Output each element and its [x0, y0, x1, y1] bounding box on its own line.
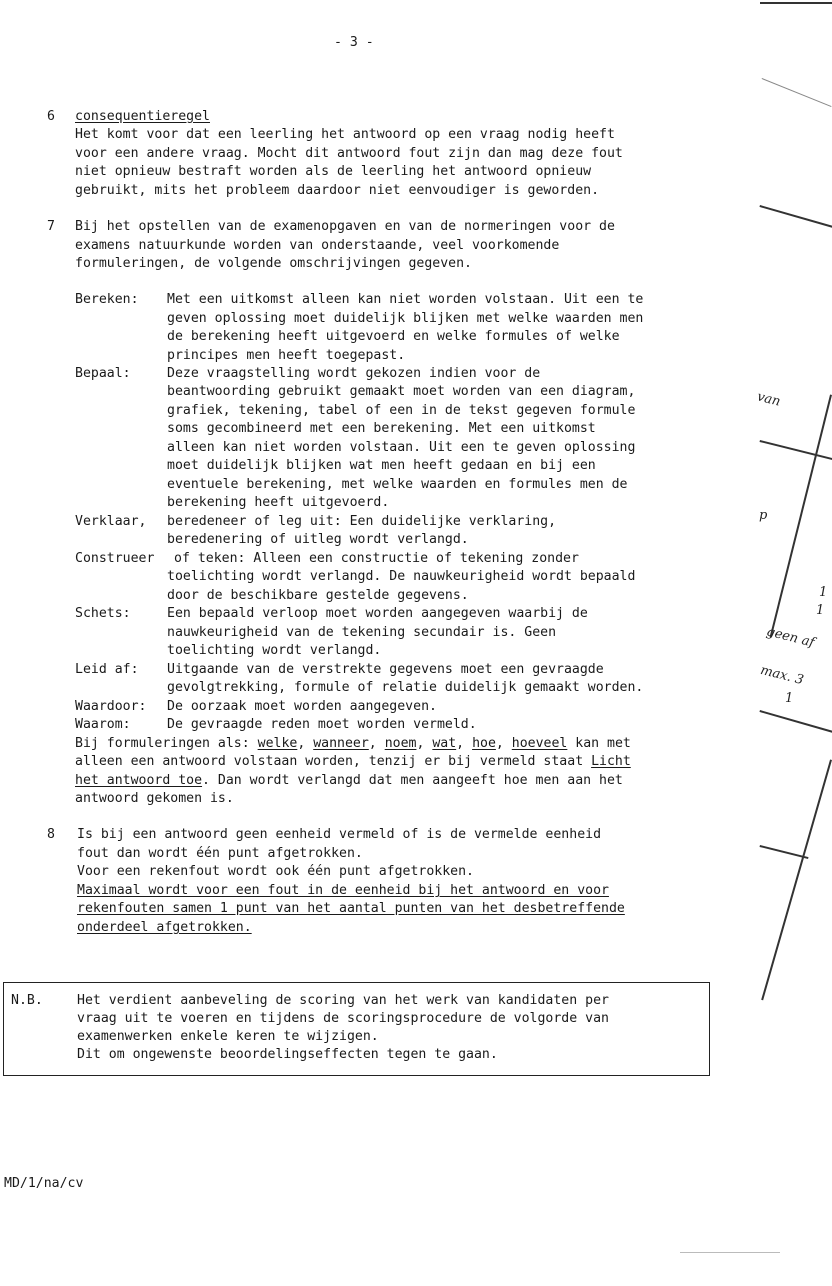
edge-fragment: 1: [785, 691, 794, 706]
edge-fragment: 1: [819, 585, 828, 600]
definition-line: berekening heeft uitgevoerd.: [167, 495, 390, 510]
definition-term: Schets:: [75, 606, 131, 621]
definition-line: principes men heeft toegepast.: [167, 348, 406, 363]
section-number: 7: [47, 219, 55, 234]
definition-line: door de beschikbare gestelde gegevens.: [167, 588, 469, 603]
keyword-hoeveel: hoeveel: [511, 736, 568, 751]
page-number: - 3 -: [334, 35, 374, 50]
edge-rule: [762, 78, 832, 107]
paragraph-line: examens natuurkunde worden van onderstaande, veel voorkomende: [75, 238, 560, 253]
paragraph-line: niet opnieuw bestraft worden als de leerling het antwoord opnieuw: [75, 164, 592, 179]
note-line: Dit om ongewenste beoordelingseffecten tegen te gaan.: [77, 1047, 498, 1062]
phrase-het-antwoord-toe: het antwoord toe: [75, 773, 203, 788]
definition-line: soms gecombineerd met een berekening. Met een uitkomst: [167, 421, 596, 436]
paragraph-line: formuleringen, de volgende omschrijvingen gegeven.: [75, 256, 472, 271]
underlined-line: Maximaal wordt voor een fout in de eenheid bij het antwoord en voor: [77, 883, 609, 898]
underlined-line: rekenfouten samen 1 punt van het aantal punten van het desbetreffende: [77, 901, 625, 916]
section-title: consequentieregel: [75, 109, 210, 124]
definition-line: toelichting wordt verlangd. De nauwkeurigheid wordt bepaald: [167, 569, 636, 584]
definition-line: moet duidelijk blijken wat men heeft gedaan en bij een: [167, 458, 596, 473]
definition-line: geven oplossing moet duidelijk blijken met welke waarden men: [167, 311, 644, 326]
definition-term: Bepaal:: [75, 366, 131, 381]
paragraph-line: gebruikt, mits het probleem daardoor niet eenvoudiger is geworden.: [75, 183, 600, 198]
edge-fragment: geen af: [764, 624, 816, 651]
edge-rule: [760, 845, 809, 859]
paragraph-line: Voor een rekenfout wordt ook één punt afgetrokken.: [77, 864, 474, 879]
edge-rule: [770, 395, 832, 638]
definition-line: Met een uitkomst alleen kan niet worden volstaan. Uit een te: [167, 292, 644, 307]
edge-fragment: 1: [816, 603, 825, 618]
edge-fragment: van: [755, 389, 782, 410]
keyword-wat: wat: [432, 736, 457, 751]
definition-line: nauwkeurigheid van de tekening secundair is. Geen: [167, 625, 557, 640]
paragraph-line: Het komt voor dat een leerling het antwoord op een vraag nodig heeft: [75, 127, 615, 142]
definition-line: beredeneer of leg uit: Een duidelijke verklaring,: [167, 514, 557, 529]
note-label: N.B.: [11, 993, 43, 1008]
edge-rule: [760, 205, 832, 228]
definition-line: beantwoording gebruikt gemaakt moet worden van een diagram,: [167, 384, 636, 399]
section-number: 8: [47, 827, 55, 842]
definition-line: of teken: Alleen een constructie of tekening zonder: [174, 551, 579, 566]
phrase-licht: Licht: [591, 754, 631, 769]
definition-line: De gevraagde reden moet worden vermeld.: [167, 717, 477, 732]
keyword-noem: noem: [384, 736, 417, 751]
closing-line-1: Bij formuleringen als: welke, wanneer, noem, wat, hoe, hoeveel kan met: [75, 736, 631, 751]
edge-rule: [762, 760, 832, 1001]
definition-term: Waarom:: [75, 717, 131, 732]
note-line: examenwerken enkele keren te wijzigen.: [77, 1029, 379, 1044]
section-number: 6: [47, 109, 55, 124]
keyword-welke: welke: [257, 736, 298, 751]
edge-fragment: p: [759, 508, 768, 523]
definition-term: Waardoor:: [75, 699, 147, 714]
paragraph-line: voor een andere vraag. Mocht dit antwoord fout zijn dan mag deze fout: [75, 146, 623, 161]
definition-line: gevolgtrekking, formule of relatie duidelijk gemaakt worden.: [167, 680, 644, 695]
footer-code: MD/1/na/cv: [4, 1176, 84, 1191]
definition-term: Construeer: [75, 551, 155, 566]
definition-term: Verklaar,: [75, 514, 147, 529]
paragraph-line: Bij het opstellen van de examenopgaven en van de normeringen voor de: [75, 219, 615, 234]
definition-line: alleen kan niet worden volstaan. Uit een te geven oplossing: [167, 440, 636, 455]
keyword-hoe: hoe: [472, 736, 496, 751]
paragraph-line: Is bij een antwoord geen eenheid vermeld of is de vermelde eenheid: [77, 827, 602, 842]
note-line: vraag uit te voeren en tijdens de scoringsprocedure de volgorde van: [77, 1011, 609, 1026]
closing-line-2: alleen een antwoord volstaan worden, tenzij er bij vermeld staat Licht: [75, 754, 631, 769]
edge-rule: [760, 2, 832, 4]
paragraph-line: fout dan wordt één punt afgetrokken.: [77, 846, 363, 861]
definition-line: grafiek, tekening, tabel of een in de tekst gegeven formule: [167, 403, 636, 418]
definition-term: Leid af:: [75, 662, 139, 677]
keyword-wanneer: wanneer: [313, 736, 369, 751]
closing-line-3: het antwoord toe. Dan wordt verlangd dat men aangeeft hoe men aan het: [75, 773, 623, 788]
edge-rule: [760, 710, 832, 733]
underlined-line: onderdeel afgetrokken.: [77, 920, 252, 935]
edge-rule: [680, 1252, 780, 1253]
edge-fragment: max. 3: [758, 662, 806, 689]
definition-line: Uitgaande van de verstrekte gegevens moet een gevraagde: [167, 662, 604, 677]
definition-line: de berekening heeft uitgevoerd en welke formules of welke: [167, 329, 620, 344]
definition-line: beredenering of uitleg wordt verlangd.: [167, 532, 469, 547]
definition-line: Een bepaald verloop moet worden aangegeven waarbij de: [167, 606, 588, 621]
definition-line: eventuele berekening, met welke waarden en formules men de: [167, 477, 628, 492]
definition-line: toelichting wordt verlangd.: [167, 643, 382, 658]
note-line: Het verdient aanbeveling de scoring van het werk van kandidaten per: [77, 993, 609, 1008]
definition-line: De oorzaak moet worden aangegeven.: [167, 699, 437, 714]
edge-rule: [760, 440, 832, 461]
definition-term: Bereken:: [75, 292, 139, 307]
definition-line: Deze vraagstelling wordt gekozen indien voor de: [167, 366, 541, 381]
closing-line-4: antwoord gekomen is.: [75, 791, 234, 806]
